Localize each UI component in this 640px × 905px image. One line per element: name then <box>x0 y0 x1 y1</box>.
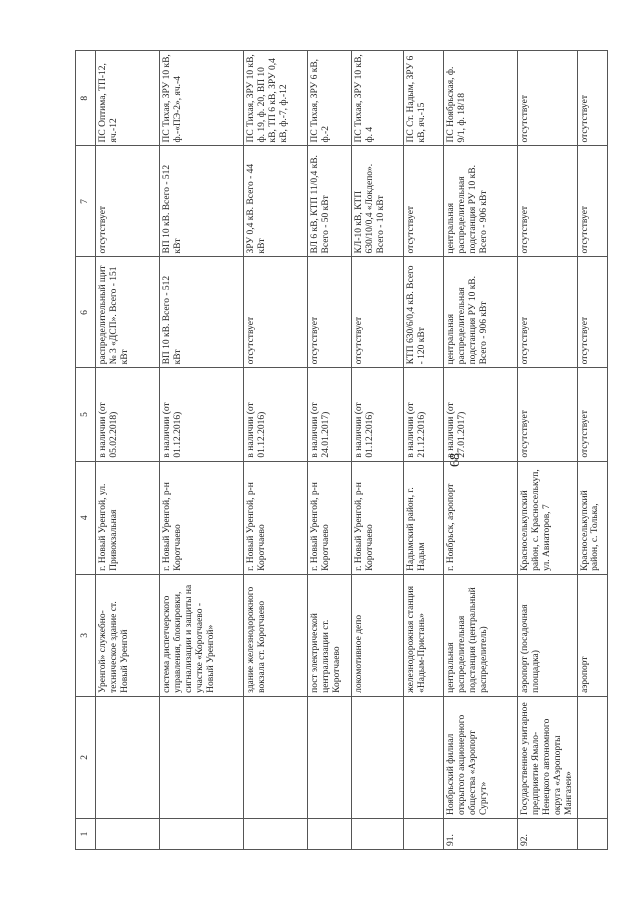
address-cell: г. Новый Уренгой, р-н Коротчаево <box>307 461 351 574</box>
address-cell: Красноселькупский район, с. Красноселькуп, ул. Авиаторов, 7 <box>517 461 577 574</box>
power-source-cell: КТП 630/6/0,4 кВ. Всего - 120 кВт <box>403 257 443 368</box>
power-source-cell: распределительный щит № 3 «ДСП». Всего - 151 кВт <box>95 257 159 368</box>
object-cell: локомотивное депо <box>351 574 403 696</box>
status-cell: в наличии (от 21.12.2016) <box>403 368 443 461</box>
organization-cell <box>95 696 159 818</box>
substation-cell: ПС Оптима, ТП-12, яч.-12 <box>95 51 159 146</box>
substation-cell: ПС Тихая, ЗРУ 6 кВ, ф.-2 <box>307 51 351 146</box>
object-cell: центральная распределительная подстанция (центральный распределитель) <box>443 574 517 696</box>
substation-cell: ПС Тихая, ЗРУ 10 кВ, ф. 19, ф. 20, ВП 10 кВ, ТП 6 кВ, ЗРУ 0,4 кВ, ф.-7, ф.-12 <box>243 51 307 146</box>
table-row <box>351 51 403 850</box>
organization-cell <box>351 696 403 818</box>
row-number <box>351 818 403 849</box>
object-cell: система диспетчерского управления, блокировки, сигнализации и защиты на участке «Коротчаево - Новый Уренгой» <box>159 574 243 696</box>
power-source-cell: отсутствует <box>517 257 577 368</box>
organization-cell: Ноябрьский филиал открытого акционерного общества «Аэропорт Сургут» <box>443 696 517 818</box>
header-cell: 5 <box>76 368 96 461</box>
row-number <box>577 818 607 849</box>
status-cell: в наличии (от 27.01.2017) <box>443 368 517 461</box>
object-cell: здание железнодорожного вокзала ст. Коротчаево <box>243 574 307 696</box>
status-cell: в наличии (от 01.12.2016) <box>351 368 403 461</box>
table-row <box>95 51 159 850</box>
facilities-table <box>75 50 608 850</box>
object-cell: аэропорт (посадочная площадка) <box>517 574 577 696</box>
document-page <box>75 50 601 850</box>
row-number <box>243 818 307 849</box>
backup-source-cell: ВП 10 кВ. Всего - 512 кВт <box>159 146 243 257</box>
address-cell: Надымский район, г. Надым <box>403 461 443 574</box>
power-source-cell: отсутствует <box>243 257 307 368</box>
backup-source-cell: отсутствует <box>403 146 443 257</box>
organization-cell <box>577 696 607 818</box>
address-cell: г. Новый Уренгой, р-н Коротчаево <box>351 461 403 574</box>
object-cell: пост электрической централизации ст. Коротчаево <box>307 574 351 696</box>
table-row <box>159 51 243 850</box>
organization-cell <box>159 696 243 818</box>
address-cell: г. Новый Уренгой, ул. Привокзальная <box>95 461 159 574</box>
organization-cell <box>307 696 351 818</box>
table-row <box>403 51 443 850</box>
backup-source-cell: КЛ-10 кВ, КТП 630/10/0,4 «Локдепо». Всего - 10 кВт <box>351 146 403 257</box>
row-number: 91. <box>443 818 517 849</box>
header-cell: 3 <box>76 574 96 696</box>
header-cell: 8 <box>76 51 96 146</box>
table-row <box>517 51 577 850</box>
address-cell: г. Ноябрьск, аэропорт <box>443 461 517 574</box>
row-number <box>159 818 243 849</box>
header-cell: 6 <box>76 257 96 368</box>
object-cell: железнодорожная станция «Надым-Пристань» <box>403 574 443 696</box>
backup-source-cell: отсутствует <box>95 146 159 257</box>
status-cell: в наличии (от 24.01.2017) <box>307 368 351 461</box>
power-source-cell: ВП 10 кВ. Всего - 512 кВт <box>159 257 243 368</box>
address-cell: Красноселькупский район, с. Толька, <box>577 461 607 574</box>
organization-cell: Государственное унитарное предприятие Ямало-Ненецкого автономного округа «Аэропорты Мангазеи» <box>517 696 577 818</box>
organization-cell <box>243 696 307 818</box>
object-cell: аэропорт <box>577 574 607 696</box>
table-row <box>577 51 607 850</box>
substation-cell: ПС Тихая, ЗРУ 10 кВ, ф.-«ПЭ-2», яч.-4 <box>159 51 243 146</box>
substation-cell: ПС Тихая, ЗРУ 10 кВ, ф. 4 <box>351 51 403 146</box>
backup-source-cell: ВЛ 6 кВ, КТП 11/0,4 кВ. Всего - 50 кВт <box>307 146 351 257</box>
table-row <box>307 51 351 850</box>
backup-source-cell: ЗРУ 0,4 кВ. Всего - 44 кВт <box>243 146 307 257</box>
power-source-cell: отсутствует <box>307 257 351 368</box>
row-number: 92. <box>517 818 577 849</box>
backup-source-cell: центральная распределительная подстанция РУ 10 кВ. Всего - 906 кВт <box>443 146 517 257</box>
backup-source-cell: отсутствует <box>577 146 607 257</box>
row-number <box>403 818 443 849</box>
substation-cell: отсутствует <box>517 51 577 146</box>
power-source-cell: отсутствует <box>351 257 403 368</box>
substation-cell: отсутствует <box>577 51 607 146</box>
backup-source-cell: отсутствует <box>517 146 577 257</box>
address-cell: г. Новый Уренгой, р-н Коротчаево <box>243 461 307 574</box>
status-cell: в наличии (от 01.12.2016) <box>243 368 307 461</box>
status-cell: отсутствует <box>577 368 607 461</box>
header-cell: 4 <box>76 461 96 574</box>
table-header-row <box>76 51 96 850</box>
table-row <box>443 51 517 850</box>
header-cell: 7 <box>76 146 96 257</box>
status-cell: в наличии (от 05.02.2018) <box>95 368 159 461</box>
substation-cell: ПС Ст. Надым, ЗРУ 6 кВ, яч.-15 <box>403 51 443 146</box>
table-row <box>243 51 307 850</box>
row-number <box>307 818 351 849</box>
address-cell: г. Новый Уренгой, р-н Коротчаево <box>159 461 243 574</box>
substation-cell: ПС Ноябрьская, ф. 9/1, ф. 18/18 <box>443 51 517 146</box>
header-cell: 2 <box>76 696 96 818</box>
row-number <box>95 818 159 849</box>
page-number: 68 <box>448 453 463 467</box>
power-source-cell: центральная распределительная подстанция РУ 10 кВ. Всего - 906 кВт <box>443 257 517 368</box>
rotated-table-wrapper <box>75 50 601 850</box>
power-source-cell: отсутствует <box>577 257 607 368</box>
status-cell: отсутствует <box>517 368 577 461</box>
header-cell: 1 <box>76 818 96 849</box>
organization-cell <box>403 696 443 818</box>
object-cell: Уренгой» служебно-техническое здание ст. Новый Уренгой <box>95 574 159 696</box>
status-cell: в наличии (от 01.12.2016) <box>159 368 243 461</box>
